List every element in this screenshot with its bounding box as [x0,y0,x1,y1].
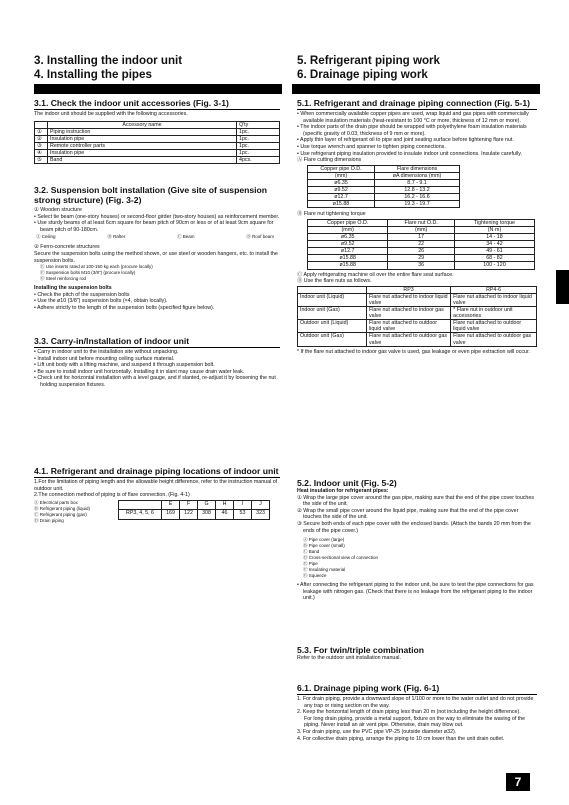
piping-legend [34,500,118,524]
table-cell: ø15.88 [308,262,388,269]
table-row [35,157,280,164]
left-main-heading [34,54,182,81]
right-heading-bar [292,84,540,94]
table-cell: 12.8 - 13.2 [375,187,460,194]
table-cell: 8.7 - 9.1 [375,179,460,186]
header-cell: Flare dimensions [375,165,460,172]
legend-item: Ⓐ Pipe cover (large) [303,537,345,543]
table-cell: 16.2 - 16.6 [375,194,460,201]
legend-ceiling: Ⓐ Ceiling [36,234,56,240]
legend-roof-beam: Ⓓ Roof beam [246,234,274,240]
drainage-step: 4. For collective drain piping, arrange the piping to 10 cm lower than the unit drain outlet. [297,735,505,742]
wooden-legend [34,234,280,240]
dim-value: 122 [180,510,198,520]
section-5-2 [297,478,537,602]
accessory-table [34,121,280,165]
legend-drain-piping: Ⓓ Drain piping [34,517,64,523]
legend-suspension-bolts: Ⓕ Suspension bolts M10 (3/8") (procure locally) [40,270,136,276]
piping-note: • When commercially available copper pipes are used, wrap liquid and gas pipes with commercially available insulation materials (heat-resistant to 100 °C or more, thickness of 12 mm or more). [297,111,537,124]
table-cell: 22 [388,241,455,248]
ferro-concrete-label: ② Ferro-concrete structures [34,244,100,251]
table-header-row [35,121,280,128]
note-oil: Ⓒ Apply refrigerating machine oil over the entire flare seat surface. [297,271,454,278]
header-cell [298,286,367,293]
heading-drainage-piping: 6. Drainage piping work [297,67,428,81]
carry-in-step: • Carry in indoor unit to the installation site without unpacking. [34,349,280,356]
wooden-bullet: • Select tie beam (one-story houses) or second-floor girder (two-story houses) as reinforcement member. [34,214,280,221]
table-cell: Flare nut attached to outdoor liquid valve [367,320,451,333]
section-title: 4.1. Refrigerant and drainage piping locations of indoor unit [34,466,279,476]
table-row [119,510,270,520]
table-row [308,248,535,255]
header-cell: Flare nut O.D. [388,219,455,226]
table-cell: 26 [388,248,455,255]
row-name: Piping instruction [48,128,237,135]
table-row [308,241,535,248]
piping-location-block [34,500,280,524]
legend-inserts: Ⓔ Use inserts rated at 100-150 kg each (procure locally) [40,264,153,270]
header-cell: RP3 [367,286,451,293]
piping-note: • The indoor parts of the drain pipe should be wrapped with polyethylene foam insulation materials (specific gravity of 0.03, thickness of 9 mm or more). [297,124,537,137]
header-cell: (mm) [388,227,455,234]
piping-note: • Use refrigerant piping insulation provided to insulate indoor unit connections. Insulate carefully. [297,151,537,158]
row-name: Remote controller parts [48,142,237,149]
table-cell: Outdoor unit (Liquid) [298,320,367,333]
header-cell: Copper pipe O.D. [308,165,375,172]
gas-leak-footnote: * If the flare nut attached to indoor gas valve is used, gas leakage or even pipe extraction will occur. [297,348,530,355]
flare-dimension-table [307,165,460,209]
table-header-row [308,165,460,172]
row-qty: 1pc. [237,128,280,135]
section-3-2 [34,185,280,312]
ferro-legend [34,264,280,282]
legend-item: Ⓕ Insulating material [303,567,346,573]
header-cell: Copper pipe O.D. [308,219,388,226]
table-cell: ø6.35 [308,234,388,241]
note-flare-nuts: Ⓓ Use the flare nuts as follows. [297,278,372,285]
legend-item: Ⓖ Squeeze [303,573,327,579]
section-3-3 [34,336,280,389]
row-qty: 1pc. [237,135,280,142]
connection-method-note: 2.The connection method of piping is of flare connection. (Fig. 4-1) [34,492,190,499]
section-4-1 [34,466,280,524]
insulation-step: ① Wrap the large pipe cover around the gas pipe, making sure that the end of the pipe cover touches the side of the unit. [297,494,534,508]
table-row [35,142,280,149]
table-row [308,262,535,269]
dim-header: E [162,500,180,510]
table-cell: 36 [388,262,455,269]
table-row [308,201,460,208]
table-header-row [308,227,535,234]
table-row [35,128,280,135]
table-cell: Flare nut attached to outdoor gas valve [367,333,451,346]
row-number: ④ [35,149,48,156]
row-qty: 1pc. [237,149,280,156]
ferro-concrete-text: Secure the suspension bolts using the method shown, or use steel or wooden hangers, etc. to install the suspension bolts. [34,250,278,264]
section-title: 6.1. Drainage piping work (Fig. 6-1) [297,683,537,695]
section-title: 5.3. For twin/triple combination [297,645,425,655]
table-row [35,149,280,156]
header-cell: (mm) [308,227,388,234]
table-row [308,234,535,241]
dim-header: I [234,500,252,510]
table-row [308,255,535,262]
insulation-steps [297,495,537,535]
legend-beam: Ⓒ Beam [176,234,195,240]
dimension-table [118,500,270,520]
header-cell: (N·m) [454,227,534,234]
insulation-step: ③ Secure both ends of each pipe cover with the enclosed bands. (Attach the bands 20 mm from the ends of the pipe cover.) [297,520,531,534]
heading-refrigerant-piping: 5. Refrigerant piping work [297,54,441,67]
leak-test-note: • After connecting the refrigerant piping to the indoor unit, be sure to test the pipe connections for gas leakage with nitrogen gas. (Check that there is no leakage from the refrigerant piping to the indoor unit.) [297,582,537,602]
header-accessory-name: Accessory name [48,121,237,128]
legend-rafter: Ⓑ Rafter [107,234,126,240]
left-heading-bar [34,84,282,94]
table-row [298,293,537,306]
installing-bolts-title: Installing the suspension bolts [34,285,112,292]
drainage-step: 1. For drain piping, provide a downward slope of 1/100 or more to the water outlet and do not provide any trap or rising section on the way. [297,696,534,709]
dim-header: F [180,500,198,510]
table-row [308,187,460,194]
table-row [308,194,460,201]
dim-value: 53 [234,510,252,520]
wooden-bullet: • Use sturdy beams of at least 6cm square for beam pitch of 90cm or less or of at least 9cm square for beam pitch of 90-180cm. [34,220,280,233]
header-cell: Tightening torque [454,219,534,226]
pipe-cover-legend [297,537,537,579]
flare-nut-usage-table [297,286,537,347]
table-cell: ø9.52 [308,241,388,248]
table-header-row [119,500,270,510]
heat-insulation-title: Heat insulation for refrigerant pipes: [297,488,389,494]
bolt-step: • Check the pitch of the suspension bolts [34,292,280,299]
header-cell: øA dimensions (mm) [375,172,460,179]
dim-value: 46 [216,510,234,520]
section-6-1 [297,683,537,742]
table-row [298,307,537,320]
legend-liquid-piping: Ⓑ Refrigerant piping (liquid) [34,505,91,511]
insulation-step: ② Wrap the small pipe cover around the liquid pipe, making sure that the end of the pipe cover touches the side of the unit. [297,507,519,521]
torque-table [307,219,535,270]
table-cell: Flare nut attached to indoor liquid valve [451,293,537,306]
dim-value: 308 [198,510,216,520]
dim-header: G [198,500,216,510]
drainage-step-detail: For long drain piping, provide a metal support, fixture on the way to eliminate the waving of the piping. Never install an air vent pipe. Otherwise, drain may blow out. [304,715,526,729]
table-cell: 100 - 120 [454,262,534,269]
twin-triple-note: Refer to the outdoor unit installation manual. [297,655,401,661]
table-row [298,320,537,333]
table-cell: ø6.35 [308,179,375,186]
legend-electrical-box: Ⓐ Electrical parts box [34,499,78,505]
legend-item: Ⓒ Band [303,549,320,555]
table-cell: * Flare nut in outdoor unit accessories [451,307,537,320]
table-cell: Flare nut attached to indoor liquid valve [367,293,451,306]
carry-in-step: • Install indoor unit before mounting ceiling surface material. [34,356,280,363]
dim-value: 323 [252,510,270,520]
header-cell: (mm) [308,172,375,179]
row-number: ② [35,135,48,142]
heading-installing-indoor-unit: 3. Installing the indoor unit [34,54,183,67]
row-qty: 4pcs. [237,157,280,164]
right-main-heading [297,54,440,81]
table-cell: Indoor unit (Gas) [298,307,367,320]
table-row [308,179,460,186]
table-cell: 68 - 82 [454,255,534,262]
table-row [35,135,280,142]
legend-item: Ⓑ Pipe cover (small) [303,543,345,549]
dim-model: RP3, 4, 5, 6 [119,510,162,520]
table-cell: Indoor unit (Liquid) [298,293,367,306]
section-title: 5.1. Refrigerant and drainage piping connection (Fig. 5-1) [297,98,537,110]
table-cell: 34 - 42 [454,241,534,248]
table-cell: 17 [388,234,455,241]
section-title: 3.1. Check the indoor unit accessories (Fig. 3-1) [34,98,280,110]
table-cell: Outdoor unit (Gas) [298,333,367,346]
legend-steel-rod: Ⓖ Steel reinforcing rod [40,276,87,282]
table-cell: 14 - 18 [454,234,534,241]
table-cell: ø9.52 [308,187,375,194]
table-header-row [308,219,535,226]
row-number: ⑤ [35,157,48,164]
row-number: ① [35,128,48,135]
table-cell: ø12.7 [308,194,375,201]
table-cell: ø15.88 [308,201,375,208]
dim-header: H [216,500,234,510]
flare-cutting-title: Ⓐ Flare cutting dimensions [297,157,362,164]
carry-in-step: • Be sure to install indoor unit horizontally. Installing it in slant may cause drain water leak. [34,369,280,376]
torque-title: Ⓑ Flare nut tightening torque [297,211,366,218]
table-cell: 29 [388,255,455,262]
carry-in-step: • Check unit for horizontal installation with a level gauge, and if slanted, re-adjust it by loosening the nut holding suspension fixtures. [34,375,280,388]
section-5-3 [297,645,537,662]
table-cell: Flare nut attached to indoor gas valve [367,307,451,320]
bolt-step: • Use the ø10 (3/8") suspension bolts (×4, obtain locally). [34,298,280,305]
row-qty: 1pc. [237,142,280,149]
dim-value: 169 [162,510,180,520]
header-qty: Q'ty [237,121,280,128]
table-cell: 49 - 61 [454,248,534,255]
section-intro: The indoor unit should be supplied with the following accessories. [34,111,188,117]
table-header-row [308,172,460,179]
row-name: Insulation pipe [48,149,237,156]
section-title: 3.3. Carry-in/Installation of indoor unit [34,336,280,348]
legend-item: Ⓓ Cross-sectional view of connection [303,555,379,561]
table-cell: Flare nut attached to outdoor liquid valve [451,320,537,333]
legend-gas-piping: Ⓒ Refrigerant piping (gas) [34,511,87,517]
bolt-step: • Adhere strictly to the length of the suspension bolts (specified figure below). [34,305,280,312]
section-title: 5.2. Indoor unit (Fig. 5-2) [297,478,397,488]
carry-in-step: • Lift unit body with a lifting machine, and suspend it through suspension bolt. [34,362,280,369]
dim-header: J [252,500,270,510]
row-name: Band [48,157,237,164]
section-3-1 [34,98,280,164]
drainage-step: 3. For drain piping, use the PVC pipe VP-25 (outside diameter ø32). [297,728,457,735]
page-number: 7 [506,773,530,791]
table-cell: Flare nut attached to outdoor gas valve [451,333,537,346]
piping-note: • Apply thin layer of refrigerant oil to pipe and joint seating surface before tightening flare nut. [297,137,537,144]
legend-item: Ⓔ Pipe [303,561,318,567]
table-cell: 19.3 - 19.7 [375,201,460,208]
heading-installing-pipes: 4. Installing the pipes [34,67,152,81]
table-cell: ø12.7 [308,248,388,255]
row-number: ③ [35,142,48,149]
piping-limit-note: 1.For the limitation of piping length and the allowable height difference, refer to the instruction manual of outdoor unit. [34,479,278,492]
table-header-row [298,286,537,293]
side-tab-marker [556,270,569,304]
drainage-step: 2. Keep the horizontal length of drain piping less than 20 m (not including the height difference). [297,709,521,716]
row-name: Insulation pipe [48,135,237,142]
wooden-structure-label: ① Wooden structure [34,207,82,213]
table-cell: ø15.88 [308,255,388,262]
header-cell: RP4-6 [451,286,537,293]
section-title: 3.2. Suspension bolt installation (Give site of suspension strong structure) (Fig. 3-2) [34,185,268,205]
table-row [298,333,537,346]
section-5-1 [297,98,537,355]
piping-note: • Use torque wrench and spanner to tighten piping connections. [297,144,537,151]
